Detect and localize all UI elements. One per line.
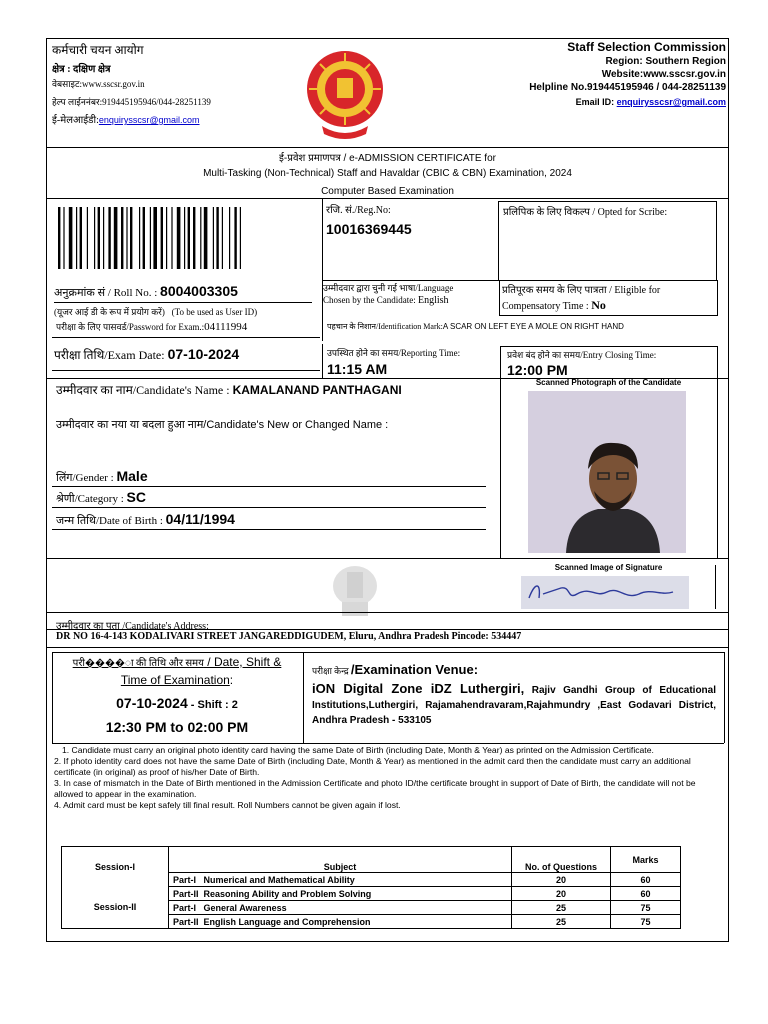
- instruction-4: 4. Admit card must be kept safely till final result. Roll Numbers cannot be given again if lost.: [54, 800, 401, 810]
- schedule-label-en2: Time of Examination: [120, 673, 230, 687]
- reporting-block: [327, 346, 497, 377]
- name-block: [56, 381, 402, 399]
- reg-number: 10016369445: [326, 221, 412, 237]
- userid-note-hi: (यूजर आई डी के रूप में प्रयोग करें): [54, 307, 165, 317]
- emblem-watermark: [330, 562, 380, 622]
- region: Region: Southern Region: [605, 56, 726, 67]
- schedule-shift: - Shift : 2: [187, 699, 238, 711]
- password-block: [56, 320, 320, 333]
- instruction-3: 3. In case of mismatch in the Date of Birth mentioned in the Admission Certificate and photo ID/the certificate brought in support of Date of Birth, the candidate will not be allowed to appear in the examination.: [54, 778, 696, 799]
- password-value: 04111994: [204, 321, 248, 333]
- category-label: श्रेणी/Category :: [56, 493, 127, 505]
- website-hi: वेबसाइट:www.sscsr.gov.in: [52, 79, 145, 89]
- reg-block: [326, 202, 412, 237]
- instruction-2: 2. If photo identity card does not have the same Date of Birth (including Date, Month & Year) as mentioned in the admit card then the candidate must carry an additional certificate (in original) as proof of his/her Date of Birth.: [54, 756, 691, 777]
- candidate-name: KAMALANAND PANTHAGANI: [232, 383, 402, 397]
- title-line-3: Computer Based Examination: [321, 186, 454, 197]
- instructions: [54, 745, 722, 811]
- category-block: [56, 489, 146, 507]
- email-line-hi: [52, 112, 312, 126]
- title-line-2: Multi-Tasking (Non-Technical) Staff and Havaldar (CBIC & CBN) Examination, 2024: [203, 168, 572, 179]
- subjects-table: Session-I Subject No. of Questions Marks Part-I Numerical and Mathematical Ability 20 60 Session-II Part-II Reasoning Ability and Problem Solving 20 60 Part-I General Awareness 25 75 Part-II English Language and Comprehension 25 75: [61, 846, 681, 929]
- language-value: English: [417, 295, 449, 306]
- helpline: Helpline No.919445195946 / 044-28251139: [529, 82, 726, 93]
- address-label: उम्मीदवार का पता /Candidate's Address:: [56, 621, 209, 632]
- venue-name: iON Digital Zone iDZ Luthergiri,: [312, 681, 525, 696]
- title-line-1: ई-प्रवेश प्रमाणपत्र / e-ADMISSION CERTIFICATE for: [279, 153, 496, 164]
- dob-label: जन्म तिथि/Date of Birth :: [56, 515, 166, 527]
- exam-date-block: [54, 346, 239, 364]
- session-2-cell: Session-II: [62, 887, 169, 929]
- email-line: [440, 97, 726, 107]
- entry-closing-label: प्रवेश बंद होने का समय/Entry Closing Time:: [507, 350, 657, 360]
- venue-address-block: [312, 681, 716, 728]
- exam-schedule: [52, 653, 302, 735]
- marks-header: Marks: [611, 847, 681, 873]
- dob-value: 04/11/1994: [165, 511, 235, 527]
- exam-date-value: 07-10-2024: [167, 346, 240, 362]
- schedule-label-en: / Date, Shift &: [203, 655, 282, 669]
- region-hi: क्षेत्र : दक्षिण क्षेत्र: [52, 64, 111, 75]
- org-name: Staff Selection Commission: [567, 40, 726, 54]
- exam-date-label: परीक्षा तिथि/Exam Date:: [54, 348, 168, 362]
- reporting-label: उपस्थित होने का समय/Reporting Time:: [327, 348, 461, 358]
- reporting-time: 11:15 AM: [327, 361, 388, 377]
- identification-label: पहचान के निशान/Identification Mark:: [327, 322, 443, 331]
- roll-label: अनुक्रमांक सं / Roll No. :: [54, 287, 161, 299]
- reg-label: रजि. सं./Reg.No:: [326, 205, 391, 216]
- schedule-label-hi: परी����ा की तिथि और समय: [72, 658, 204, 669]
- instruction-1: 1. Candidate must carry an original photo identity card having the same Date of Birth (including Date, Month & Year) as printed on the Admission Certificate.: [62, 745, 654, 755]
- gender-block: [56, 468, 148, 486]
- venue-label-en: /Examination Venue:: [350, 662, 479, 677]
- header-left: [52, 41, 312, 126]
- language-label-1: उम्मीदवार द्वारा चुनी गई भाषा/Language: [323, 283, 454, 293]
- questions-header: No. of Questions: [512, 847, 611, 873]
- new-name-label: उम्मीदवार का नया या बदला हुआ नाम/Candidate's New or Changed Name :: [56, 419, 389, 431]
- entry-closing-time: 12:00 PM: [507, 362, 568, 378]
- schedule-time: 12:30 PM to 02:00 PM: [105, 719, 249, 735]
- userid-note-en: (To be used as User ID): [171, 307, 258, 317]
- gender-value: Male: [116, 468, 148, 484]
- email-label: Email ID:: [575, 97, 617, 107]
- signature-image: [521, 576, 689, 609]
- roll-number: 8004003305: [160, 283, 238, 299]
- subject-header: Subject: [169, 847, 512, 873]
- entry-closing-box: [500, 346, 718, 379]
- comp-label-2: Compensatory Time :: [502, 301, 592, 312]
- table-row: Part-II Reasoning Ability and Problem Solving: [169, 887, 512, 901]
- org-name-hi: कर्मचारी चयन आयोग: [52, 43, 144, 57]
- scribe-box: [498, 201, 717, 281]
- photo-label: Scanned Photograph of the Candidate: [535, 378, 682, 387]
- identification-value: A SCAR ON LEFT EYE A MOLE ON RIGHT HAND: [442, 322, 624, 331]
- session-1-cell: Session-I: [62, 847, 169, 887]
- language-label-2: Chosen by the Candidate:: [323, 295, 418, 305]
- email-label-hi: ई-मेलआईडी:: [52, 115, 99, 126]
- language-block: [323, 282, 499, 307]
- category-value: SC: [126, 489, 146, 505]
- roll-block: [54, 283, 316, 318]
- schedule-date: 07-10-2024: [116, 695, 188, 711]
- header-right: [440, 40, 726, 107]
- ssc-logo: [304, 48, 386, 140]
- exam-venue: [312, 661, 716, 728]
- schedule-colon: :: [229, 673, 234, 687]
- email-link[interactable]: enquirysscsr@gmail.com: [616, 97, 726, 107]
- dob-block: [56, 511, 235, 529]
- website: Website:www.sscsr.gov.in: [601, 69, 726, 80]
- certificate-title: [46, 151, 729, 199]
- venue-label-hi: परीक्षा केन्द्र: [312, 666, 351, 676]
- candidate-address: DR NO 16-4-143 KODALIVARI STREET JANGAREDDIGUDEM, Eluru, Andhra Pradesh Pincode: 534447: [56, 631, 522, 642]
- gender-label: लिंग/Gender :: [56, 472, 117, 484]
- password-label: परीक्षा के लिए पासवर्ड/Password for Exam.:: [56, 322, 205, 332]
- table-row: Part-I Numerical and Mathematical Ability: [169, 873, 512, 887]
- scribe-label: प्रलिपिक के लिए विकल्प / Opted for Scribe:: [503, 207, 668, 218]
- venue-address: Rajiv Gandhi Group of Educational Institutions,Luthergiri, Rajamahendravaram,Rajahmundry ,East Godavari District, Andhra Pradesh - 533105: [312, 685, 717, 726]
- email-link-hi[interactable]: enquirysscsr@gmail.com: [98, 115, 200, 125]
- table-row: Part-I General Awareness: [169, 901, 512, 915]
- barcode: [58, 207, 302, 274]
- comp-value: No: [591, 298, 606, 312]
- candidate-photo: [528, 391, 686, 553]
- comp-label-1: प्रतिपूरक समय के लिए पात्रता / Eligible for: [502, 285, 661, 296]
- userid-note: [54, 305, 316, 318]
- signature-label: Scanned Image of Signature: [554, 563, 663, 572]
- compensatory-block: [502, 283, 722, 314]
- identification-block: [327, 321, 727, 332]
- table-row: Part-II English Language and Comprehension: [169, 915, 512, 929]
- helpline-hi: हेल्प लाईननंबर:919445195946/044-28251139: [52, 97, 211, 107]
- name-label: उम्मीदवार का नाम/Candidate's Name :: [56, 383, 233, 397]
